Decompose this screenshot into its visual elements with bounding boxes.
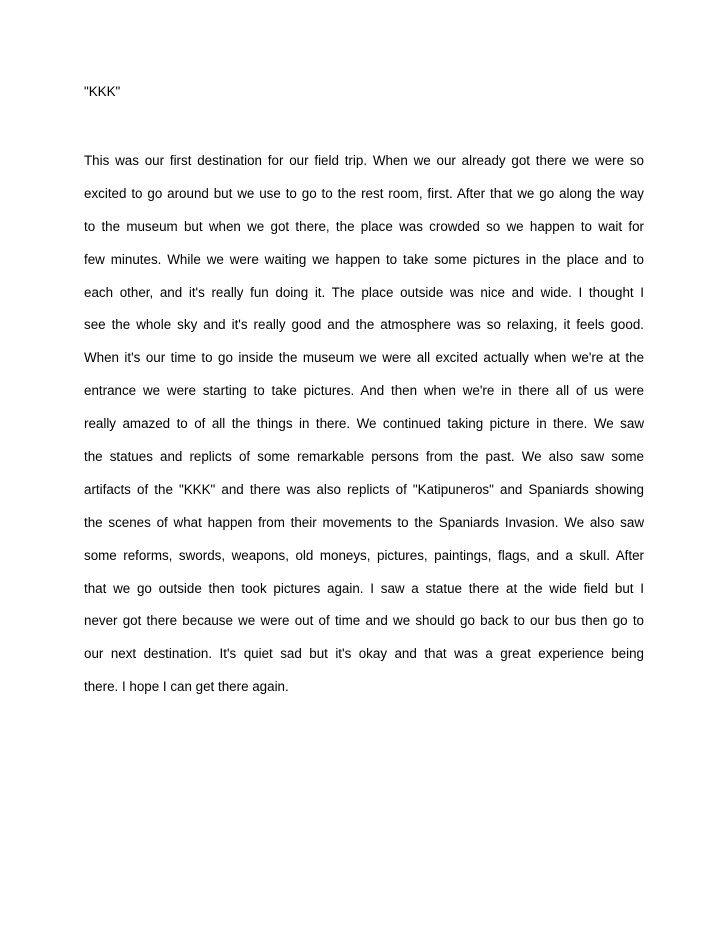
body-line: each other, and it's really fun doing it. The place outside was nice and wide. I thought I [84,284,644,300]
body-line: that we go outside then took pictures again. I saw a statue there at the wide field but I [84,580,644,596]
body-line: really amazed to of all the things in there. We continued taking picture in there. We saw [84,416,644,432]
body-line: never got there because we were out of time and we should go back to our bus then go to [84,613,644,629]
body-line: few minutes. While we were waiting we happen to take some pictures in the place and to [84,251,644,267]
body-line: When it's our time to go inside the museum we were all excited actually when we're at the [84,350,644,366]
body-line: the statues and replicts of some remarkable persons from the past. We also saw some [84,449,644,465]
body-line: excited to go around but we use to go to the rest room, first. After that we go along the way [84,185,644,201]
body-line: to the museum but when we got there, the place was crowded so we happen to wait for [84,218,644,234]
body-line: This was our first destination for our field trip. When we our already got there we were so [84,153,644,168]
body-line: some reforms, swords, weapons, old moneys, pictures, paintings, flags, and a skull. After [84,547,644,563]
body-line: there. I hope I can get there again. [84,679,289,695]
body-line: entrance we were starting to take pictures. And then when we're in there all of us were [84,383,644,399]
body-line: see the whole sky and it's really good and the atmosphere was so relaxing, it feels good. [84,317,644,333]
document-body [84,150,644,709]
body-line: our next destination. It's quiet sad but it's okay and that was a great experience being [84,646,644,662]
body-line: artifacts of the "KKK" and there was also replicts of "Katipuneros" and Spaniards showing [84,481,644,497]
document-title: "KKK" [84,84,121,99]
body-line: the scenes of what happen from their movements to the Spaniards Invasion. We also saw [84,514,644,530]
